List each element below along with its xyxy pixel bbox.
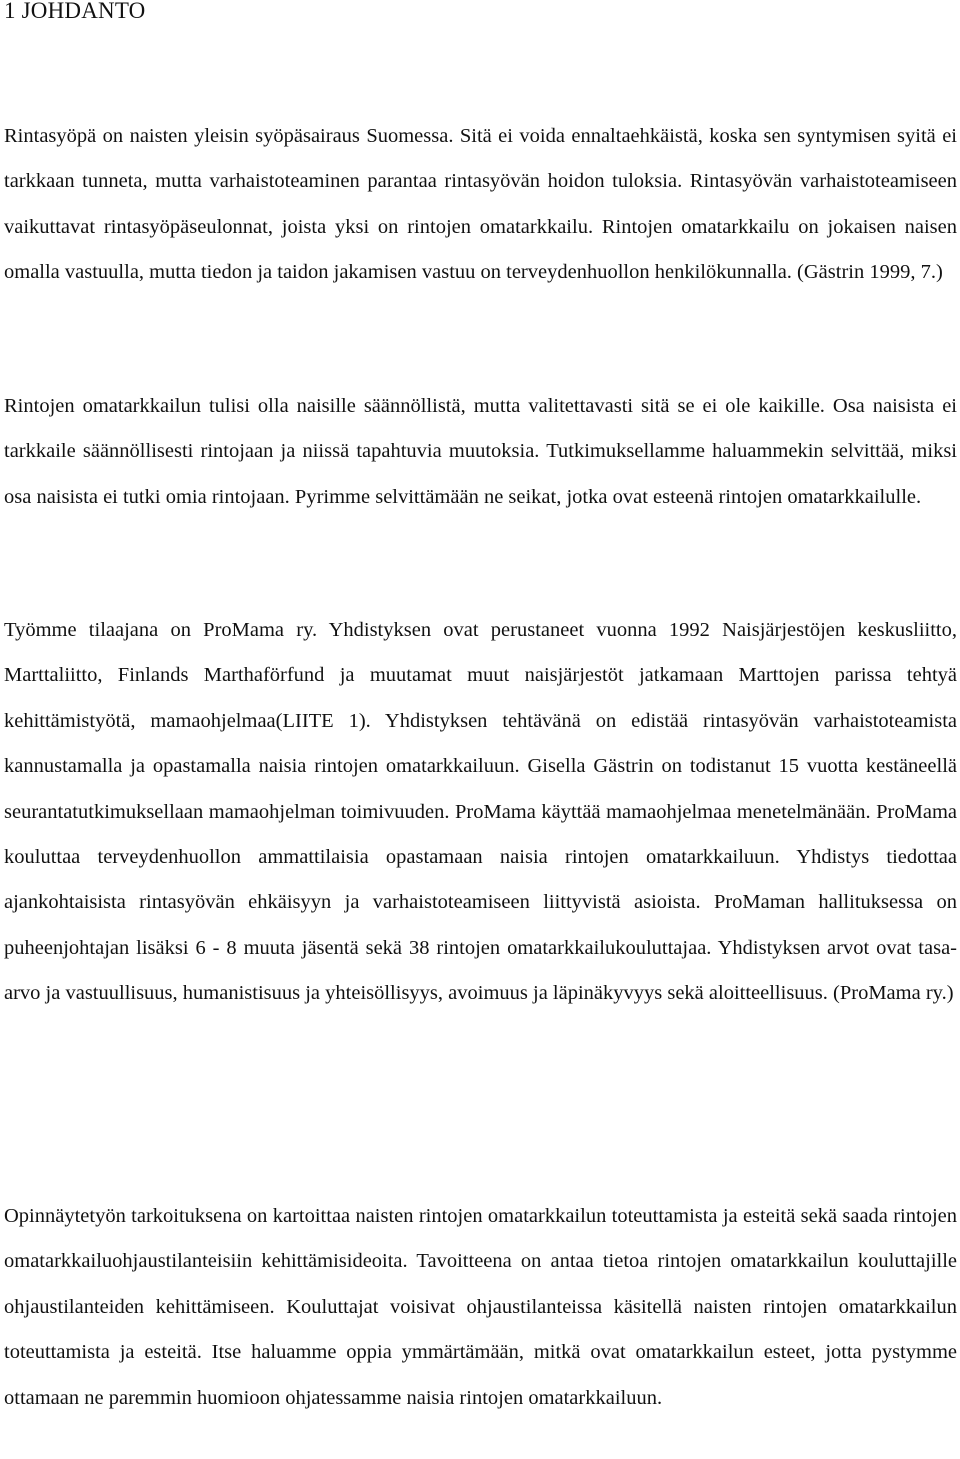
paragraph-promama: Työmme tilaajana on ProMama ry. Yhdistyksen ovat perustaneet vuonna 1992 Naisjärjestöjen keskusliitto, Marttaliitto, Finlands Marthaförfund ja muutamat muut naisjärjestöt jatkamaan Marttojen parissa tehtyä kehittämistyötä, mamaohjelmaa(LIITE 1). Yhdistyksen tehtävänä on edistää rintasyövän varhaistoteamista kannustamalla ja opastamalla naisia rintojen omatarkkailuun. Gisella Gästrin on todistanut 15 vuotta kestäneellä seurantatutkimuksellaan mamaohjelman toimivuuden. ProMama käyttää mamaohjelmaa menetelmänään. ProMama kouluttaa terveydenhuollon ammattilaisia opastamaan naisia rintojen omatarkkailuun. Yhdistys tiedottaa ajankohtaisista rintasyövän ehkäisyyn ja varhaistoteamiseen liittyvistä asioista. ProMaman hallituksessa on puheenjohtajan lisäksi 6 - 8 muuta jäsentä sekä 38 rintojen omatarkkailukouluttajaa. Yhdistyksen arvot ovat tasa-arvo ja vastuullisuus, humanistisuus ja yhteisöllisyys, avoimuus ja läpinäkyvyys sekä aloitteellisuus. (ProMama ry.) <box>4 619 957 1005</box>
chapter-heading: 1 JOHDANTO <box>4 0 146 23</box>
paragraph-self-examination: Rintojen omatarkkailun tulisi olla naisille säännöllistä, mutta valitettavasti sitä se ei ole kaikille. Osa naisista ei tarkkaile säännöllisesti rintojaan ja niissä tapahtuvia muutoksia. Tutkimuksellamme haluammekin selvittää, miksi osa naisista ei tutki omia rintojaan. Pyrimme selvittämään ne seikat, jotka ovat esteenä rintojen omatarkkailulle. <box>4 395 957 508</box>
paragraph-intro: Rintasyöpä on naisten yleisin syöpäsairaus Suomessa. Sitä ei voida ennaltaehkäistä, koska sen syntymisen syitä ei tarkkaan tunneta, mutta varhaistoteaminen parantaa rintasyövän hoidon tuloksia. Rintasyövän varhaistoteamiseen vaikuttavat rintasyöpäseulonnat, joista yksi on rintojen omatarkkailu. Rintojen omatarkkailu on jokaisen naisen omalla vastuulla, mutta tiedon ja taidon jakamisen vastuu on terveydenhuollon henkilökunnalla. (Gästrin 1999, 7.) <box>4 125 957 284</box>
paragraph-purpose: Opinnäytetyön tarkoituksena on kartoittaa naisten rintojen omatarkkailun toteuttamista ja esteitä sekä saada rintojen omatarkkailuohjaustilanteisiin kehittämisideoita. Tavoitteena on antaa tietoa rintojen omatarkkailun kouluttajille ohjaustilanteiden kehittämiseen. Kouluttajat voisivat ohjaustilanteissa käsitellä naisten rintojen omatarkkailun toteuttamista ja esteitä. Itse haluamme oppia ymmärtämään, mitkä ovat omatarkkailun esteet, jotta pystymme ottamaan ne paremmin huomioon ohjatessamme naisia rintojen omatarkkailuun. <box>4 1205 957 1409</box>
